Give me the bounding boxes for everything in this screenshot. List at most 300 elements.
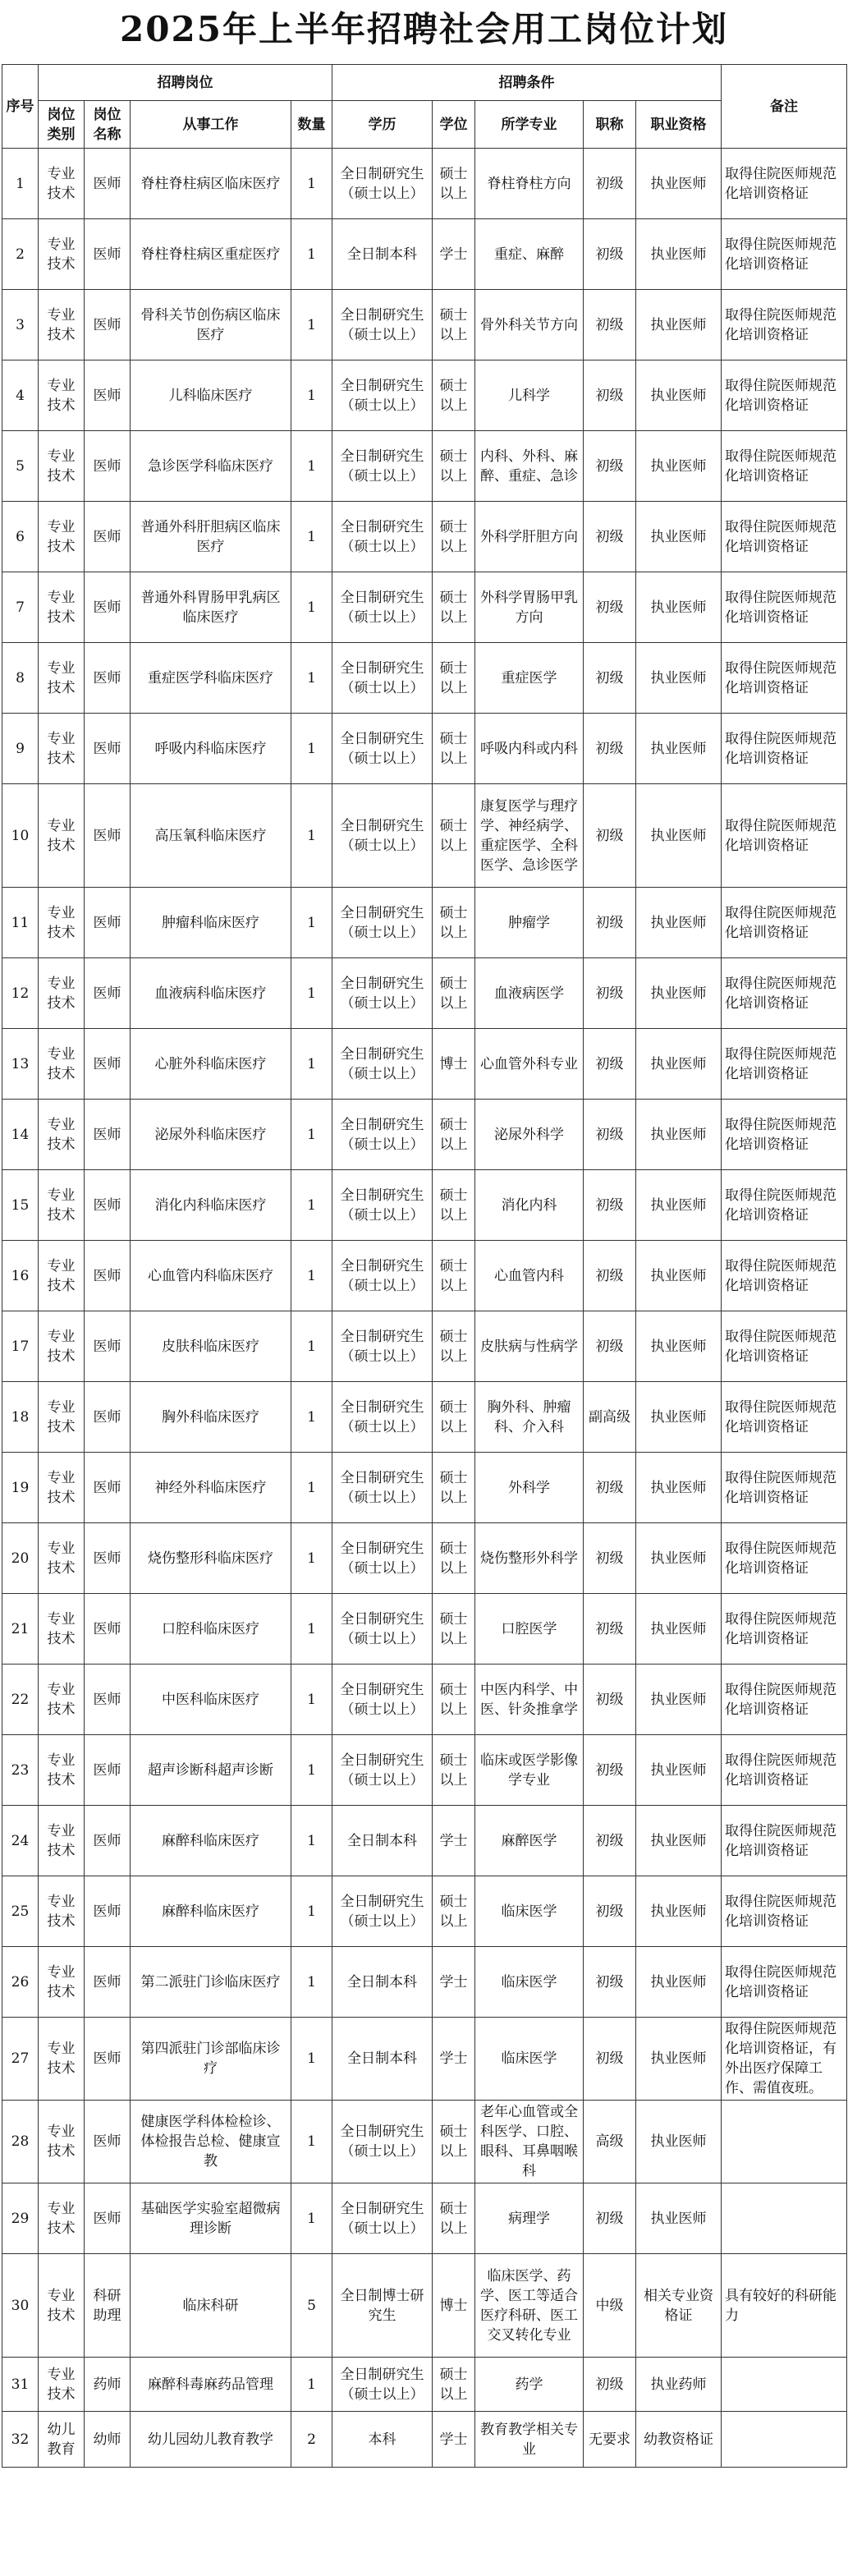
cell-work: 脊柱脊柱病区临床医疗 bbox=[131, 149, 291, 219]
cell-degree: 硕士以上 bbox=[433, 2358, 475, 2412]
cell-degree: 硕士以上 bbox=[433, 1100, 475, 1170]
cell-major: 皮肤病与性病学 bbox=[475, 1311, 584, 1382]
cell-seq: 30 bbox=[2, 2254, 39, 2358]
cell-degree: 硕士以上 bbox=[433, 1382, 475, 1453]
cell-count: 1 bbox=[291, 2358, 332, 2412]
cell-note: 取得住院医师规范化培训资格证，有外出医疗保障工作、需值夜班。 bbox=[722, 2018, 847, 2101]
cell-name: 医师 bbox=[85, 888, 131, 958]
cell-major: 中医内科学、中医、针灸推拿学 bbox=[475, 1665, 584, 1735]
cell-name: 医师 bbox=[85, 1947, 131, 2018]
cell-major: 老年心血管或全科医学、口腔、眼科、耳鼻咽喉科 bbox=[475, 2101, 584, 2183]
cell-qualification: 执业医师 bbox=[636, 290, 722, 360]
cell-note: 取得住院医师规范化培训资格证 bbox=[722, 958, 847, 1029]
cell-qualification: 执业医师 bbox=[636, 1806, 722, 1876]
cell-category: 专业技术 bbox=[39, 888, 85, 958]
cell-qualification: 执业医师 bbox=[636, 958, 722, 1029]
table-row bbox=[2, 1170, 847, 1241]
cell-work: 普通外科肝胆病区临床医疗 bbox=[131, 502, 291, 572]
cell-work: 胸外科临床医疗 bbox=[131, 1382, 291, 1453]
cell-count: 1 bbox=[291, 2183, 332, 2254]
cell-count: 1 bbox=[291, 1594, 332, 1665]
cell-qualification: 执业医师 bbox=[636, 1735, 722, 1806]
cell-name: 医师 bbox=[85, 1735, 131, 1806]
cell-degree: 硕士以上 bbox=[433, 888, 475, 958]
cell-category: 专业技术 bbox=[39, 2018, 85, 2101]
cell-education: 全日制研究生（硕士以上） bbox=[332, 431, 433, 502]
cell-name: 医师 bbox=[85, 360, 131, 431]
cell-major: 外科学肝胆方向 bbox=[475, 502, 584, 572]
cell-work: 麻醉科毒麻药品管理 bbox=[131, 2358, 291, 2412]
cell-education: 全日制研究生（硕士以上） bbox=[332, 290, 433, 360]
header-work: 从事工作 bbox=[131, 101, 291, 149]
cell-name: 幼师 bbox=[85, 2412, 131, 2468]
cell-education: 全日制研究生（硕士以上） bbox=[332, 1241, 433, 1311]
cell-note: 取得住院医师规范化培训资格证 bbox=[722, 1241, 847, 1311]
header-qualification: 职业资格 bbox=[636, 101, 722, 149]
cell-qualification: 执业药师 bbox=[636, 2358, 722, 2412]
cell-major: 外科学 bbox=[475, 1453, 584, 1523]
cell-name: 医师 bbox=[85, 2101, 131, 2183]
cell-name: 医师 bbox=[85, 572, 131, 643]
cell-rank: 初级 bbox=[584, 1241, 636, 1311]
cell-work: 肿瘤科临床医疗 bbox=[131, 888, 291, 958]
cell-note: 取得住院医师规范化培训资格证 bbox=[722, 1594, 847, 1665]
cell-category: 专业技术 bbox=[39, 1382, 85, 1453]
table-row bbox=[2, 2358, 847, 2412]
cell-category: 专业技术 bbox=[39, 643, 85, 714]
table-row bbox=[2, 2018, 847, 2101]
cell-rank: 初级 bbox=[584, 290, 636, 360]
cell-count: 1 bbox=[291, 2018, 332, 2101]
cell-seq: 19 bbox=[2, 1453, 39, 1523]
cell-rank: 初级 bbox=[584, 958, 636, 1029]
header-rank: 职称 bbox=[584, 101, 636, 149]
cell-category: 幼儿教育 bbox=[39, 2412, 85, 2468]
cell-degree: 硕士以上 bbox=[433, 431, 475, 502]
cell-qualification: 执业医师 bbox=[636, 572, 722, 643]
cell-name: 医师 bbox=[85, 149, 131, 219]
cell-rank: 初级 bbox=[584, 360, 636, 431]
cell-major: 口腔医学 bbox=[475, 1594, 584, 1665]
cell-education: 全日制本科 bbox=[332, 1806, 433, 1876]
page-title: 2025年上半年招聘社会用工岗位计划 bbox=[120, 9, 728, 49]
cell-seq: 16 bbox=[2, 1241, 39, 1311]
cell-work: 消化内科临床医疗 bbox=[131, 1170, 291, 1241]
cell-qualification: 执业医师 bbox=[636, 502, 722, 572]
cell-major: 消化内科 bbox=[475, 1170, 584, 1241]
cell-education: 全日制研究生（硕士以上） bbox=[332, 1100, 433, 1170]
cell-degree: 学士 bbox=[433, 1806, 475, 1876]
cell-degree: 硕士以上 bbox=[433, 1665, 475, 1735]
cell-category: 专业技术 bbox=[39, 290, 85, 360]
cell-count: 1 bbox=[291, 1382, 332, 1453]
cell-degree: 硕士以上 bbox=[433, 714, 475, 784]
cell-name: 医师 bbox=[85, 431, 131, 502]
cell-category: 专业技术 bbox=[39, 1311, 85, 1382]
cell-name: 医师 bbox=[85, 1594, 131, 1665]
table-row bbox=[2, 1806, 847, 1876]
cell-category: 专业技术 bbox=[39, 958, 85, 1029]
cell-note: 取得住院医师规范化培训资格证 bbox=[722, 643, 847, 714]
cell-note: 取得住院医师规范化培训资格证 bbox=[722, 149, 847, 219]
cell-rank: 副高级 bbox=[584, 1382, 636, 1453]
cell-qualification: 执业医师 bbox=[636, 2183, 722, 2254]
cell-work: 超声诊断科超声诊断 bbox=[131, 1735, 291, 1806]
table-row bbox=[2, 1241, 847, 1311]
cell-seq: 22 bbox=[2, 1665, 39, 1735]
cell-major: 康复医学与理疗学、神经病学、重症医学、全科医学、急诊医学 bbox=[475, 784, 584, 888]
cell-note bbox=[722, 2358, 847, 2412]
cell-seq: 10 bbox=[2, 784, 39, 888]
cell-category: 专业技术 bbox=[39, 2358, 85, 2412]
cell-seq: 7 bbox=[2, 572, 39, 643]
table-row bbox=[2, 290, 847, 360]
cell-rank: 无要求 bbox=[584, 2412, 636, 2468]
cell-qualification: 执业医师 bbox=[636, 2018, 722, 2101]
header-group-post: 招聘岗位 bbox=[39, 65, 332, 101]
table-row bbox=[2, 360, 847, 431]
cell-qualification: 执业医师 bbox=[636, 1594, 722, 1665]
cell-name: 医师 bbox=[85, 958, 131, 1029]
cell-education: 全日制研究生（硕士以上） bbox=[332, 1523, 433, 1594]
cell-category: 专业技术 bbox=[39, 1594, 85, 1665]
cell-name: 医师 bbox=[85, 1029, 131, 1100]
cell-seq: 12 bbox=[2, 958, 39, 1029]
cell-education: 全日制研究生（硕士以上） bbox=[332, 502, 433, 572]
cell-category: 专业技术 bbox=[39, 1665, 85, 1735]
cell-qualification: 执业医师 bbox=[636, 1523, 722, 1594]
cell-count: 1 bbox=[291, 431, 332, 502]
cell-degree: 硕士以上 bbox=[433, 360, 475, 431]
cell-qualification: 执业医师 bbox=[636, 1382, 722, 1453]
cell-qualification: 执业医师 bbox=[636, 1453, 722, 1523]
cell-work: 心脏外科临床医疗 bbox=[131, 1029, 291, 1100]
cell-major: 血液病医学 bbox=[475, 958, 584, 1029]
cell-name: 医师 bbox=[85, 1170, 131, 1241]
cell-degree: 学士 bbox=[433, 1947, 475, 2018]
cell-rank: 初级 bbox=[584, 2358, 636, 2412]
cell-education: 全日制研究生（硕士以上） bbox=[332, 2101, 433, 2183]
cell-seq: 1 bbox=[2, 149, 39, 219]
cell-rank: 初级 bbox=[584, 502, 636, 572]
cell-education: 全日制研究生（硕士以上） bbox=[332, 643, 433, 714]
cell-work: 烧伤整形科临床医疗 bbox=[131, 1523, 291, 1594]
cell-qualification: 执业医师 bbox=[636, 1100, 722, 1170]
cell-work: 泌尿外科临床医疗 bbox=[131, 1100, 291, 1170]
cell-note bbox=[722, 2101, 847, 2183]
table-row bbox=[2, 219, 847, 290]
cell-degree: 硕士以上 bbox=[433, 1453, 475, 1523]
cell-category: 专业技术 bbox=[39, 784, 85, 888]
cell-rank: 初级 bbox=[584, 1170, 636, 1241]
cell-rank: 初级 bbox=[584, 1806, 636, 1876]
cell-qualification: 执业医师 bbox=[636, 1876, 722, 1947]
cell-qualification: 执业医师 bbox=[636, 1665, 722, 1735]
table-row bbox=[2, 1735, 847, 1806]
cell-count: 1 bbox=[291, 2101, 332, 2183]
cell-note: 取得住院医师规范化培训资格证 bbox=[722, 1523, 847, 1594]
cell-rank: 初级 bbox=[584, 219, 636, 290]
cell-count: 1 bbox=[291, 572, 332, 643]
cell-name: 医师 bbox=[85, 219, 131, 290]
cell-note: 取得住院医师规范化培训资格证 bbox=[722, 1311, 847, 1382]
recruitment-table bbox=[2, 64, 847, 2468]
cell-count: 1 bbox=[291, 360, 332, 431]
table-row bbox=[2, 431, 847, 502]
cell-education: 本科 bbox=[332, 2412, 433, 2468]
cell-work: 皮肤科临床医疗 bbox=[131, 1311, 291, 1382]
cell-qualification: 执业医师 bbox=[636, 784, 722, 888]
cell-major: 病理学 bbox=[475, 2183, 584, 2254]
cell-seq: 15 bbox=[2, 1170, 39, 1241]
cell-work: 神经外科临床医疗 bbox=[131, 1453, 291, 1523]
cell-major: 麻醉医学 bbox=[475, 1806, 584, 1876]
cell-education: 全日制研究生（硕士以上） bbox=[332, 1029, 433, 1100]
cell-major: 儿科学 bbox=[475, 360, 584, 431]
cell-rank: 初级 bbox=[584, 1665, 636, 1735]
cell-rank: 初级 bbox=[584, 1311, 636, 1382]
cell-name: 医师 bbox=[85, 714, 131, 784]
cell-category: 专业技术 bbox=[39, 1523, 85, 1594]
cell-work: 麻醉科临床医疗 bbox=[131, 1876, 291, 1947]
cell-rank: 高级 bbox=[584, 2101, 636, 2183]
cell-major: 骨外科关节方向 bbox=[475, 290, 584, 360]
cell-category: 专业技术 bbox=[39, 1100, 85, 1170]
cell-count: 1 bbox=[291, 290, 332, 360]
cell-major: 烧伤整形外科学 bbox=[475, 1523, 584, 1594]
cell-rank: 中级 bbox=[584, 2254, 636, 2358]
cell-education: 全日制本科 bbox=[332, 1947, 433, 2018]
table-row bbox=[2, 1029, 847, 1100]
header-degree: 学位 bbox=[433, 101, 475, 149]
cell-name: 科研助理 bbox=[85, 2254, 131, 2358]
cell-name: 医师 bbox=[85, 1100, 131, 1170]
cell-qualification: 执业医师 bbox=[636, 431, 722, 502]
cell-note: 取得住院医师规范化培训资格证 bbox=[722, 1735, 847, 1806]
cell-degree: 博士 bbox=[433, 1029, 475, 1100]
cell-note bbox=[722, 2183, 847, 2254]
cell-education: 全日制研究生（硕士以上） bbox=[332, 2183, 433, 2254]
cell-name: 医师 bbox=[85, 1453, 131, 1523]
table-row bbox=[2, 1594, 847, 1665]
cell-education: 全日制本科 bbox=[332, 219, 433, 290]
cell-count: 1 bbox=[291, 643, 332, 714]
cell-rank: 初级 bbox=[584, 2018, 636, 2101]
cell-major: 临床或医学影像学专业 bbox=[475, 1735, 584, 1806]
cell-work: 普通外科胃肠甲乳病区临床医疗 bbox=[131, 572, 291, 643]
cell-major: 心血管内科 bbox=[475, 1241, 584, 1311]
cell-seq: 32 bbox=[2, 2412, 39, 2468]
cell-count: 5 bbox=[291, 2254, 332, 2358]
cell-count: 1 bbox=[291, 219, 332, 290]
cell-seq: 2 bbox=[2, 219, 39, 290]
cell-category: 专业技术 bbox=[39, 1735, 85, 1806]
table-row bbox=[2, 958, 847, 1029]
cell-seq: 11 bbox=[2, 888, 39, 958]
cell-work: 血液病科临床医疗 bbox=[131, 958, 291, 1029]
cell-work: 第四派驻门诊部临床诊疗 bbox=[131, 2018, 291, 2101]
cell-degree: 硕士以上 bbox=[433, 1523, 475, 1594]
cell-major: 药学 bbox=[475, 2358, 584, 2412]
cell-work: 儿科临床医疗 bbox=[131, 360, 291, 431]
cell-name: 医师 bbox=[85, 502, 131, 572]
cell-education: 全日制研究生（硕士以上） bbox=[332, 2358, 433, 2412]
cell-major: 临床医学 bbox=[475, 1876, 584, 1947]
cell-seq: 8 bbox=[2, 643, 39, 714]
cell-name: 医师 bbox=[85, 1876, 131, 1947]
cell-major: 重症、麻醉 bbox=[475, 219, 584, 290]
cell-major: 教育教学相关专业 bbox=[475, 2412, 584, 2468]
cell-rank: 初级 bbox=[584, 431, 636, 502]
cell-category: 专业技术 bbox=[39, 1876, 85, 1947]
cell-category: 专业技术 bbox=[39, 431, 85, 502]
cell-degree: 硕士以上 bbox=[433, 149, 475, 219]
cell-name: 医师 bbox=[85, 1523, 131, 1594]
cell-category: 专业技术 bbox=[39, 149, 85, 219]
cell-note: 取得住院医师规范化培训资格证 bbox=[722, 219, 847, 290]
cell-work: 第二派驻门诊临床医疗 bbox=[131, 1947, 291, 2018]
cell-education: 全日制研究生（硕士以上） bbox=[332, 1735, 433, 1806]
cell-category: 专业技术 bbox=[39, 1947, 85, 2018]
cell-education: 全日制研究生（硕士以上） bbox=[332, 1382, 433, 1453]
cell-category: 专业技术 bbox=[39, 572, 85, 643]
cell-category: 专业技术 bbox=[39, 714, 85, 784]
table-body bbox=[2, 149, 847, 2468]
cell-note: 取得住院医师规范化培训资格证 bbox=[722, 1947, 847, 2018]
table-row bbox=[2, 1453, 847, 1523]
cell-note: 取得住院医师规范化培训资格证 bbox=[722, 784, 847, 888]
header-group-cond: 招聘条件 bbox=[332, 65, 722, 101]
cell-major: 临床医学 bbox=[475, 1947, 584, 2018]
cell-count: 1 bbox=[291, 888, 332, 958]
cell-rank: 初级 bbox=[584, 1594, 636, 1665]
cell-rank: 初级 bbox=[584, 572, 636, 643]
header-count: 数量 bbox=[291, 101, 332, 149]
header-name: 岗位名称 bbox=[85, 101, 131, 149]
cell-work: 急诊医学科临床医疗 bbox=[131, 431, 291, 502]
table-row bbox=[2, 149, 847, 219]
cell-note: 取得住院医师规范化培训资格证 bbox=[722, 572, 847, 643]
cell-note: 取得住院医师规范化培训资格证 bbox=[722, 1665, 847, 1735]
cell-note: 取得住院医师规范化培训资格证 bbox=[722, 431, 847, 502]
cell-education: 全日制研究生（硕士以上） bbox=[332, 572, 433, 643]
cell-qualification: 执业医师 bbox=[636, 1947, 722, 2018]
cell-work: 重症医学科临床医疗 bbox=[131, 643, 291, 714]
cell-seq: 23 bbox=[2, 1735, 39, 1806]
cell-count: 2 bbox=[291, 2412, 332, 2468]
cell-education: 全日制研究生（硕士以上） bbox=[332, 1594, 433, 1665]
cell-category: 专业技术 bbox=[39, 1453, 85, 1523]
cell-count: 1 bbox=[291, 1665, 332, 1735]
cell-name: 医师 bbox=[85, 1382, 131, 1453]
cell-category: 专业技术 bbox=[39, 2101, 85, 2183]
cell-count: 1 bbox=[291, 1241, 332, 1311]
cell-qualification: 幼教资格证 bbox=[636, 2412, 722, 2468]
cell-education: 全日制研究生（硕士以上） bbox=[332, 1170, 433, 1241]
cell-rank: 初级 bbox=[584, 888, 636, 958]
cell-category: 专业技术 bbox=[39, 360, 85, 431]
cell-degree: 硕士以上 bbox=[433, 572, 475, 643]
cell-seq: 3 bbox=[2, 290, 39, 360]
header-major: 所学专业 bbox=[475, 101, 584, 149]
table-row bbox=[2, 2412, 847, 2468]
cell-degree: 博士 bbox=[433, 2254, 475, 2358]
cell-rank: 初级 bbox=[584, 784, 636, 888]
cell-major: 呼吸内科或内科 bbox=[475, 714, 584, 784]
cell-category: 专业技术 bbox=[39, 2183, 85, 2254]
cell-seq: 18 bbox=[2, 1382, 39, 1453]
cell-major: 内科、外科、麻醉、重症、急诊 bbox=[475, 431, 584, 502]
cell-name: 医师 bbox=[85, 2018, 131, 2101]
cell-count: 1 bbox=[291, 149, 332, 219]
cell-seq: 6 bbox=[2, 502, 39, 572]
cell-work: 中医科临床医疗 bbox=[131, 1665, 291, 1735]
cell-seq: 28 bbox=[2, 2101, 39, 2183]
cell-name: 医师 bbox=[85, 1806, 131, 1876]
cell-count: 1 bbox=[291, 1311, 332, 1382]
cell-education: 全日制研究生（硕士以上） bbox=[332, 1665, 433, 1735]
cell-work: 麻醉科临床医疗 bbox=[131, 1806, 291, 1876]
cell-count: 1 bbox=[291, 1876, 332, 1947]
cell-note: 取得住院医师规范化培训资格证 bbox=[722, 360, 847, 431]
cell-degree: 硕士以上 bbox=[433, 1241, 475, 1311]
cell-major: 心血管外科专业 bbox=[475, 1029, 584, 1100]
cell-major: 外科学胃肠甲乳方向 bbox=[475, 572, 584, 643]
cell-count: 1 bbox=[291, 1453, 332, 1523]
cell-degree: 硕士以上 bbox=[433, 1876, 475, 1947]
header-seq: 序号 bbox=[2, 65, 39, 149]
cell-count: 1 bbox=[291, 784, 332, 888]
cell-name: 医师 bbox=[85, 1311, 131, 1382]
cell-name: 药师 bbox=[85, 2358, 131, 2412]
cell-name: 医师 bbox=[85, 2183, 131, 2254]
cell-qualification: 执业医师 bbox=[636, 1311, 722, 1382]
cell-education: 全日制研究生（硕士以上） bbox=[332, 1311, 433, 1382]
cell-seq: 17 bbox=[2, 1311, 39, 1382]
cell-seq: 4 bbox=[2, 360, 39, 431]
cell-qualification: 执业医师 bbox=[636, 1241, 722, 1311]
cell-name: 医师 bbox=[85, 784, 131, 888]
table-row bbox=[2, 714, 847, 784]
cell-degree: 硕士以上 bbox=[433, 1735, 475, 1806]
cell-qualification: 执业医师 bbox=[636, 1029, 722, 1100]
cell-count: 1 bbox=[291, 714, 332, 784]
cell-rank: 初级 bbox=[584, 1876, 636, 1947]
cell-major: 肿瘤学 bbox=[475, 888, 584, 958]
cell-note: 取得住院医师规范化培训资格证 bbox=[722, 888, 847, 958]
cell-work: 基础医学实验室超微病理诊断 bbox=[131, 2183, 291, 2254]
cell-major: 临床医学、药学、医工等适合医疗科研、医工交叉转化专业 bbox=[475, 2254, 584, 2358]
cell-seq: 21 bbox=[2, 1594, 39, 1665]
cell-work: 骨科关节创伤病区临床医疗 bbox=[131, 290, 291, 360]
cell-count: 1 bbox=[291, 1100, 332, 1170]
cell-seq: 31 bbox=[2, 2358, 39, 2412]
cell-work: 健康医学科体检检诊、体检报告总检、健康宣教 bbox=[131, 2101, 291, 2183]
cell-count: 1 bbox=[291, 1523, 332, 1594]
table-row bbox=[2, 2101, 847, 2183]
cell-degree: 学士 bbox=[433, 2018, 475, 2101]
header-category: 岗位类别 bbox=[39, 101, 85, 149]
cell-qualification: 执业医师 bbox=[636, 714, 722, 784]
cell-work: 脊柱脊柱病区重症医疗 bbox=[131, 219, 291, 290]
cell-seq: 27 bbox=[2, 2018, 39, 2101]
cell-count: 1 bbox=[291, 1170, 332, 1241]
table-row bbox=[2, 2183, 847, 2254]
cell-degree: 硕士以上 bbox=[433, 784, 475, 888]
cell-major: 胸外科、肿瘤科、介入科 bbox=[475, 1382, 584, 1453]
cell-education: 全日制研究生（硕士以上） bbox=[332, 958, 433, 1029]
cell-degree: 硕士以上 bbox=[433, 958, 475, 1029]
